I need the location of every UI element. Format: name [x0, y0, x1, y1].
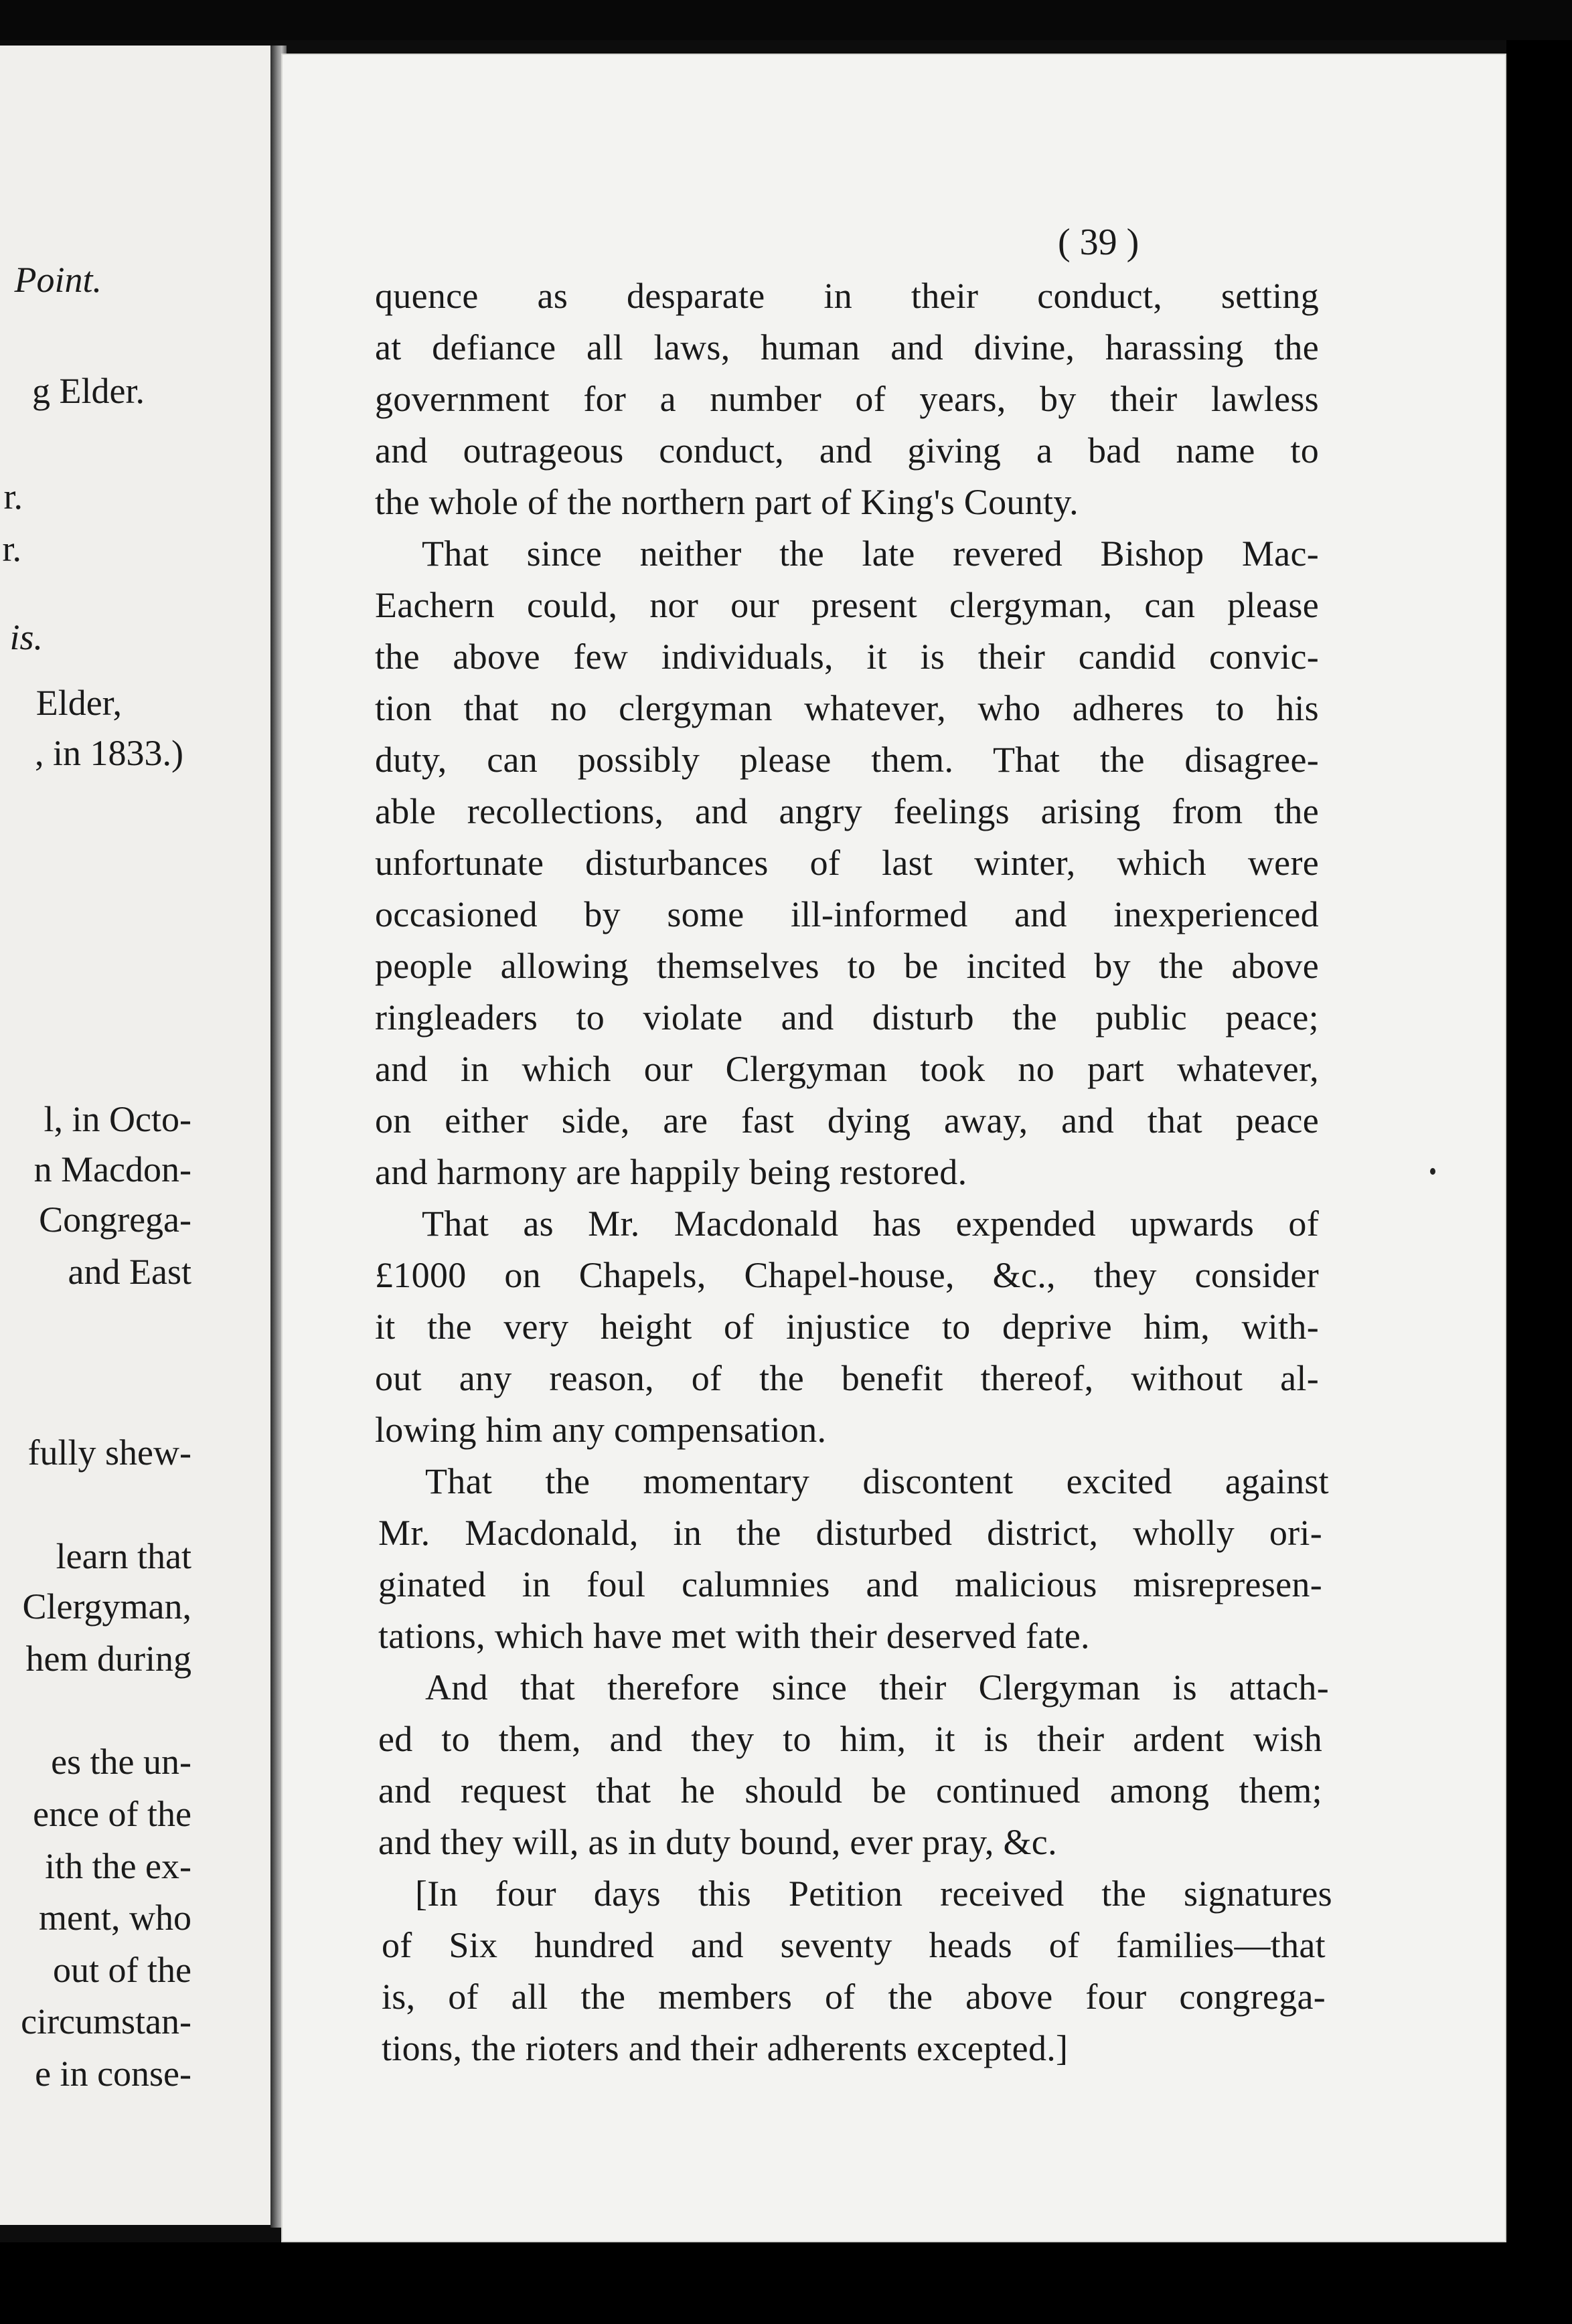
left-line-elder-comma: Elder,: [35, 683, 122, 723]
text-line: and harmony are happily being restored.: [375, 1152, 967, 1192]
ink-speck: [1430, 1168, 1435, 1175]
text-line: tion that no clergyman whatever, who adheres to his: [375, 688, 1319, 728]
left-line-congrega: Congrega-: [39, 1199, 191, 1240]
text-line: That the momentary discontent excited against: [425, 1461, 1329, 1501]
text-line: occasioned by some ill-informed and inexperienced: [375, 894, 1319, 934]
text-line: the whole of the northern part of King's County.: [375, 482, 1079, 522]
left-line-learn: learn that: [56, 1536, 191, 1576]
text-line: is, of all the members of the above four congrega-: [382, 1977, 1326, 2017]
text-line: ringleaders to violate and disturb the public peace;: [375, 997, 1319, 1038]
left-line-octo: l, in Octo-: [44, 1099, 191, 1139]
left-line-un: es the un-: [51, 1742, 191, 1782]
scan-border-right: [1506, 40, 1572, 2324]
text-line: quence as desparate in their conduct, setting: [375, 276, 1319, 316]
left-line-shew: fully shew-: [27, 1432, 191, 1473]
text-line: [In four days this Petition received the signatures: [415, 1874, 1332, 1914]
text-line: able recollections, and angry feelings arising from the: [375, 791, 1319, 831]
text-line: £1000 on Chapels, Chapel-house, &c., they consider: [375, 1255, 1319, 1295]
left-line-elder: g Elder.: [32, 371, 145, 411]
text-line: ginated in foul calumnies and malicious misrepresen-: [378, 1564, 1322, 1604]
text-line: it the very height of injustice to deprive him, with-: [375, 1307, 1319, 1347]
left-line-point: Point.: [14, 260, 102, 300]
left-line-who: ment, who: [39, 1898, 191, 1938]
left-line-r-1: r.: [3, 477, 23, 517]
left-line-r-2: r.: [2, 529, 21, 569]
text-line: unfortunate disturbances of last winter, which were: [375, 843, 1319, 883]
text-line: and outrageous conduct, and giving a bad name to: [375, 430, 1319, 471]
text-line: and they will, as in duty bound, ever pray, &c.: [378, 1822, 1057, 1862]
left-line-during: hem during: [25, 1639, 191, 1679]
scan-border-bottom: [0, 2242, 1572, 2324]
left-line-ex: ith the ex-: [45, 1846, 191, 1886]
left-line-macdon: n Macdon-: [33, 1149, 191, 1189]
text-line: ed to them, and they to him, it is their ardent wish: [378, 1719, 1322, 1759]
text-line: duty, can possibly please them. That the disagree-: [375, 740, 1319, 780]
text-line: and request that he should be continued among them;: [378, 1770, 1322, 1811]
scan-border-top: [0, 0, 1572, 40]
text-line: at defiance all laws, human and divine, harassing the: [375, 327, 1319, 367]
left-line-ence: ence of the: [33, 1794, 191, 1834]
text-line: Eachern could, nor our present clergyman, can please: [375, 585, 1319, 625]
text-line: lowing him any compensation.: [375, 1410, 827, 1450]
text-line: government for a number of years, by their lawless: [375, 379, 1319, 419]
left-line-1833: , in 1833.): [35, 733, 183, 773]
text-line: of Six hundred and seventy heads of families—that: [382, 1925, 1326, 1965]
page-number: ( 39 ): [1058, 222, 1139, 263]
left-line-is: is.: [9, 617, 43, 657]
text-line: tations, which have met with their deserved fate.: [378, 1616, 1090, 1656]
text-line: out any reason, of the benefit thereof, without al-: [375, 1358, 1319, 1398]
left-line-circum: circumstan-: [21, 2001, 191, 2042]
text-line: That since neither the late revered Bishop Mac-: [422, 533, 1319, 574]
text-line: tions, the rioters and their adherents excepted.]: [382, 2028, 1069, 2068]
right-page: [281, 54, 1506, 2242]
text-line: and in which our Clergyman took no part whatever,: [375, 1049, 1319, 1089]
text-line: And that therefore since their Clergyman is attach-: [425, 1667, 1329, 1708]
left-line-conse: e in conse-: [35, 2054, 191, 2094]
text-line: the above few individuals, it is their candid convic-: [375, 637, 1319, 677]
text-line: people allowing themselves to be incited by the above: [375, 946, 1319, 986]
left-line-east: and East: [68, 1252, 191, 1292]
text-line: on either side, are fast dying away, and that peace: [375, 1100, 1319, 1141]
text-line: Mr. Macdonald, in the disturbed district, wholly ori-: [378, 1513, 1322, 1553]
left-line-clergyman: Clergyman,: [22, 1586, 191, 1627]
left-page: [0, 46, 273, 2225]
left-line-out: out of the: [53, 1950, 191, 1990]
text-line: That as Mr. Macdonald has expended upwards of: [422, 1204, 1319, 1244]
